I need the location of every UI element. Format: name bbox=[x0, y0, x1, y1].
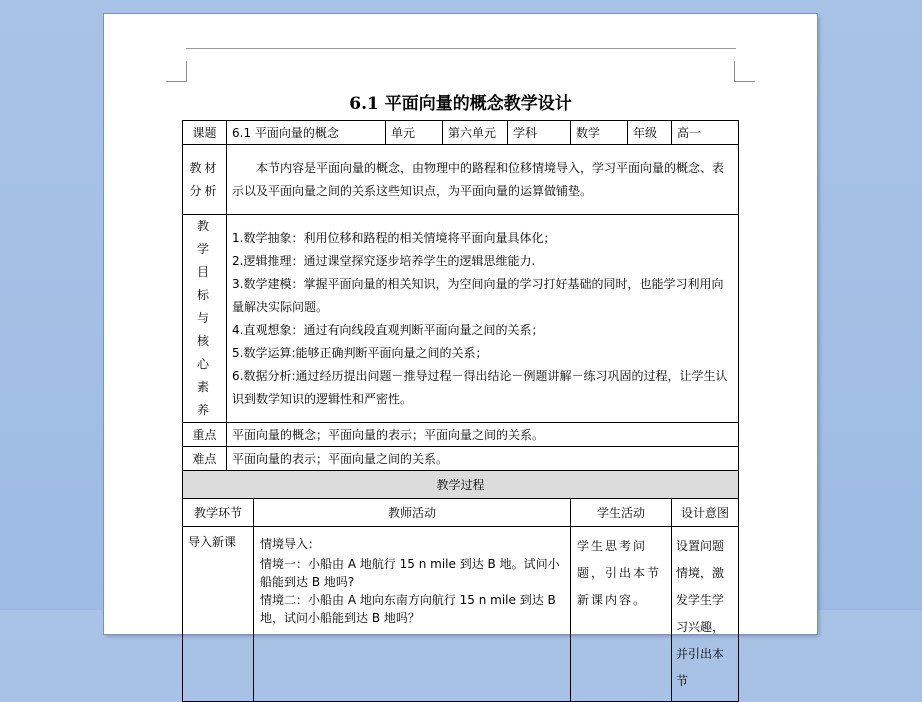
teacher-line[interactable]: 情境二：小船由 A 地向东南方向航行 15 n mile 到达 B 地，试问小船能到达 B 地吗？ bbox=[260, 593, 556, 625]
key-point-row bbox=[183, 423, 739, 447]
margin-corner-top-left bbox=[166, 61, 187, 82]
lesson-plan-table bbox=[182, 120, 739, 702]
header-teacher[interactable]: 教师活动 bbox=[254, 499, 571, 527]
header-stage[interactable]: 教学环节 bbox=[183, 499, 254, 527]
design-intent-cell[interactable]: 设置问题情境，激发学生学习兴趣，并引出本节 bbox=[672, 527, 739, 702]
teacher-activity-cell bbox=[254, 527, 571, 702]
difficulty-label[interactable]: 难点 bbox=[183, 447, 227, 471]
key-point-text[interactable]: 平面向量的概念；平面向量的表示；平面向量之间的关系。 bbox=[227, 423, 739, 447]
teacher-line[interactable]: 情境导入： bbox=[260, 537, 321, 551]
document-page bbox=[104, 14, 817, 688]
process-title-row bbox=[183, 471, 739, 499]
process-header-row bbox=[183, 499, 739, 527]
goal-item[interactable]: 2.逻辑推理：通过课堂探究逐步培养学生的逻辑思维能力. bbox=[232, 253, 536, 268]
teacher-line[interactable]: 情境一：小船由 A 地航行 15 n mile 到达 B 地。试问小船能到达 B 地吗? bbox=[260, 557, 560, 589]
goals-cell bbox=[227, 215, 739, 423]
analysis-label[interactable]: 教材分析 bbox=[183, 145, 227, 215]
topic-value[interactable]: 6.1 平面向量的概念 bbox=[227, 121, 386, 145]
difficulty-row bbox=[183, 447, 739, 471]
unit-label[interactable]: 单元 bbox=[386, 121, 443, 145]
subject-label[interactable]: 学科 bbox=[508, 121, 571, 145]
info-row bbox=[183, 121, 739, 145]
key-point-label[interactable]: 重点 bbox=[183, 423, 227, 447]
analysis-row bbox=[183, 145, 739, 215]
grade-value[interactable]: 高一 bbox=[672, 121, 739, 145]
analysis-cell bbox=[227, 145, 739, 215]
goal-item[interactable]: 5.数学运算:能够正确判断平面向量之间的关系； bbox=[232, 345, 488, 360]
header-margin-line bbox=[186, 48, 736, 49]
unit-value[interactable]: 第六单元 bbox=[443, 121, 508, 145]
topic-label[interactable]: 课题 bbox=[183, 121, 227, 145]
header-intent[interactable]: 设计意图 bbox=[672, 499, 739, 527]
analysis-text[interactable]: 本节内容是平面向量的概念，由物理中的路程和位移情境导入，学习平面向量的概念、表示以及平面向量之间的关系这些知识点，为平面向量的运算做铺垫。 bbox=[232, 160, 725, 198]
header-student[interactable]: 学生活动 bbox=[571, 499, 672, 527]
goal-item[interactable]: 6.数据分析:通过经历提出问题－推导过程－得出结论－例题讲解－练习巩固的过程，让学生认识到数学知识的逻辑性和严密性。 bbox=[232, 368, 728, 406]
goal-item[interactable]: 1.数学抽象：利用位移和路程的相关情境将平面向量具体化； bbox=[232, 230, 556, 245]
process-title[interactable]: 教学过程 bbox=[183, 471, 739, 499]
student-activity-cell[interactable]: 学生思考问题，引出本节新课内容。 bbox=[571, 527, 672, 702]
difficulty-text[interactable]: 平面向量的表示；平面向量之间的关系。 bbox=[227, 447, 739, 471]
goals-row bbox=[183, 215, 739, 423]
process-row-intro bbox=[183, 527, 739, 702]
stage-cell[interactable]: 导入新课 bbox=[183, 527, 254, 702]
margin-corner-top-right bbox=[734, 61, 755, 82]
subject-value[interactable]: 数学 bbox=[571, 121, 628, 145]
goals-label[interactable]: 教学目标与核心素养 bbox=[183, 215, 227, 423]
goal-item[interactable]: 3.数学建模：掌握平面向量的相关知识，为空间向量的学习打好基础的同时，也能学习利用向量解决实际问题。 bbox=[232, 276, 724, 314]
grade-label[interactable]: 年级 bbox=[628, 121, 672, 145]
document-title[interactable]: 6.1 平面向量的概念教学设计 bbox=[349, 94, 572, 114]
goal-item[interactable]: 4.直观想象：通过有向线段直观判断平面向量之间的关系； bbox=[232, 322, 544, 337]
